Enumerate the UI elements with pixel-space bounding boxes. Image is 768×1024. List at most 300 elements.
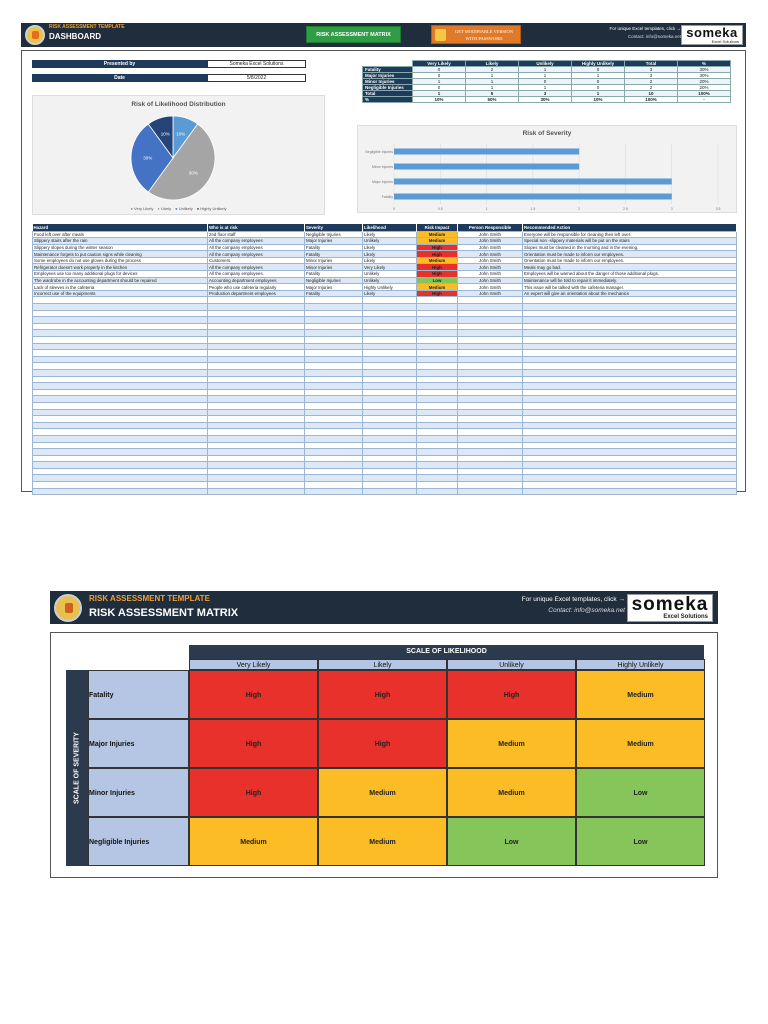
table-cell[interactable] [417, 442, 458, 449]
table-cell[interactable] [523, 475, 737, 482]
table-cell[interactable]: John Smith [458, 231, 523, 238]
table-cell[interactable] [523, 442, 737, 449]
empty-table-row[interactable] [33, 468, 737, 475]
empty-table-row[interactable] [33, 337, 737, 344]
table-cell[interactable]: All the company employees [208, 251, 305, 258]
table-cell[interactable] [523, 304, 737, 311]
table-cell[interactable] [417, 356, 458, 363]
table-cell[interactable] [33, 330, 208, 337]
brand-logo[interactable] [681, 25, 743, 45]
table-cell[interactable] [417, 482, 458, 489]
table-cell[interactable]: Meals may go bad. [523, 264, 737, 271]
table-cell[interactable] [33, 363, 208, 370]
table-cell[interactable] [417, 449, 458, 456]
table-cell[interactable] [33, 475, 208, 482]
table-cell[interactable] [523, 482, 737, 489]
table-cell[interactable] [305, 462, 363, 469]
table-cell[interactable]: John Smith [458, 290, 523, 297]
table-row[interactable] [33, 244, 737, 251]
table-cell[interactable] [208, 376, 305, 383]
table-cell[interactable] [33, 482, 208, 489]
table-cell[interactable] [363, 304, 417, 311]
table-cell[interactable] [305, 396, 363, 403]
table-cell[interactable]: Likely [363, 231, 417, 238]
empty-table-row[interactable] [33, 442, 737, 449]
table-cell[interactable] [523, 376, 737, 383]
table-cell[interactable] [305, 409, 363, 416]
risk-impact-badge[interactable]: High [417, 290, 458, 297]
promo-link[interactable]: For unique Excel templates, click → [609, 26, 681, 31]
empty-table-row[interactable] [33, 488, 737, 495]
table-cell[interactable] [523, 455, 737, 462]
table-cell[interactable] [33, 396, 208, 403]
table-cell[interactable] [363, 376, 417, 383]
table-cell[interactable] [208, 416, 305, 423]
table-cell[interactable] [305, 369, 363, 376]
unlock-button[interactable] [431, 25, 521, 44]
table-cell[interactable] [208, 475, 305, 482]
table-cell[interactable] [523, 350, 737, 357]
table-cell[interactable] [305, 323, 363, 330]
table-cell[interactable]: Fatality [305, 244, 363, 251]
table-cell[interactable] [363, 330, 417, 337]
table-cell[interactable] [208, 389, 305, 396]
table-cell[interactable] [305, 317, 363, 324]
table-cell[interactable] [363, 482, 417, 489]
table-cell[interactable] [33, 409, 208, 416]
table-cell[interactable] [458, 356, 523, 363]
table-cell[interactable] [523, 429, 737, 436]
empty-table-row[interactable] [33, 389, 737, 396]
table-cell[interactable] [458, 429, 523, 436]
table-cell[interactable] [363, 475, 417, 482]
table-cell[interactable] [363, 442, 417, 449]
table-cell[interactable] [305, 429, 363, 436]
table-cell[interactable] [458, 389, 523, 396]
table-cell[interactable] [523, 449, 737, 456]
table-cell[interactable] [458, 475, 523, 482]
table-cell[interactable] [458, 317, 523, 324]
empty-table-row[interactable] [33, 356, 737, 363]
table-cell[interactable] [417, 350, 458, 357]
table-cell[interactable] [208, 330, 305, 337]
table-cell[interactable] [363, 455, 417, 462]
table-cell[interactable]: Employees will be warned about the danger of those additional plugs. [523, 271, 737, 278]
table-cell[interactable] [523, 363, 737, 370]
table-cell[interactable]: Highly Unlikely [363, 284, 417, 291]
table-row[interactable] [33, 271, 737, 278]
table-cell[interactable] [305, 343, 363, 350]
table-cell[interactable] [363, 409, 417, 416]
table-cell[interactable] [33, 449, 208, 456]
table-cell[interactable] [417, 343, 458, 350]
table-cell[interactable]: Some employees do not use gloves during the process [33, 257, 208, 264]
empty-table-row[interactable] [33, 363, 737, 370]
empty-table-row[interactable] [33, 330, 737, 337]
table-cell[interactable] [305, 297, 363, 304]
table-cell[interactable] [208, 356, 305, 363]
table-cell[interactable] [523, 462, 737, 469]
empty-table-row[interactable] [33, 482, 737, 489]
table-cell[interactable]: Likely [363, 257, 417, 264]
risk-impact-badge[interactable]: Medium [417, 284, 458, 291]
table-cell[interactable] [33, 323, 208, 330]
table-cell[interactable]: Orientation must be made to inform our employees. [523, 257, 737, 264]
table-cell[interactable]: Fatality [305, 271, 363, 278]
risk-impact-badge[interactable]: Medium [417, 257, 458, 264]
table-cell[interactable] [33, 435, 208, 442]
table-cell[interactable] [523, 435, 737, 442]
table-cell[interactable]: Lack of sleeves in the cafeteria [33, 284, 208, 291]
table-cell[interactable] [458, 323, 523, 330]
table-cell[interactable] [458, 488, 523, 495]
table-cell[interactable] [33, 488, 208, 495]
table-cell[interactable]: John Smith [458, 277, 523, 284]
table-cell[interactable] [33, 383, 208, 390]
table-cell[interactable] [523, 422, 737, 429]
table-cell[interactable]: 2nd floor staff [208, 231, 305, 238]
risk-impact-badge[interactable]: High [417, 271, 458, 278]
empty-table-row[interactable] [33, 429, 737, 436]
table-cell[interactable] [305, 383, 363, 390]
empty-table-row[interactable] [33, 383, 737, 390]
table-cell[interactable] [458, 310, 523, 317]
empty-table-row[interactable] [33, 409, 737, 416]
matrix-promo-link[interactable]: For unique Excel templates, click → [521, 596, 625, 603]
table-cell[interactable]: Major Injuries [305, 284, 363, 291]
table-cell[interactable]: Negligible Injuries [305, 231, 363, 238]
table-cell[interactable] [417, 409, 458, 416]
table-cell[interactable] [523, 337, 737, 344]
table-cell[interactable] [208, 449, 305, 456]
table-cell[interactable]: Everyone will be responsible for cleaning their left over. [523, 231, 737, 238]
table-cell[interactable] [417, 304, 458, 311]
table-cell[interactable] [458, 416, 523, 423]
table-cell[interactable] [417, 468, 458, 475]
table-cell[interactable] [33, 468, 208, 475]
empty-table-row[interactable] [33, 376, 737, 383]
table-cell[interactable]: Unlikely [363, 238, 417, 245]
table-cell[interactable] [363, 350, 417, 357]
table-cell[interactable] [363, 468, 417, 475]
table-cell[interactable] [33, 402, 208, 409]
table-cell[interactable] [208, 304, 305, 311]
table-cell[interactable] [458, 369, 523, 376]
table-cell[interactable] [458, 376, 523, 383]
table-cell[interactable] [417, 323, 458, 330]
table-cell[interactable]: Refrigerator doesn't work properly in the kitchen [33, 264, 208, 271]
table-row[interactable] [33, 238, 737, 245]
table-cell[interactable] [523, 323, 737, 330]
table-cell[interactable] [363, 402, 417, 409]
table-cell[interactable]: Slippery stairs after the rain [33, 238, 208, 245]
table-cell[interactable] [33, 304, 208, 311]
table-cell[interactable] [363, 356, 417, 363]
empty-table-row[interactable] [33, 416, 737, 423]
table-cell[interactable] [33, 422, 208, 429]
table-cell[interactable] [208, 363, 305, 370]
table-cell[interactable]: Minor Injuries [305, 257, 363, 264]
table-cell[interactable] [523, 383, 737, 390]
table-cell[interactable]: John Smith [458, 238, 523, 245]
table-cell[interactable] [208, 350, 305, 357]
table-cell[interactable] [523, 369, 737, 376]
table-row[interactable] [33, 277, 737, 284]
table-cell[interactable] [417, 363, 458, 370]
table-cell[interactable] [305, 350, 363, 357]
empty-table-row[interactable] [33, 462, 737, 469]
table-cell[interactable] [208, 337, 305, 344]
table-cell[interactable] [363, 369, 417, 376]
table-cell[interactable] [305, 455, 363, 462]
table-cell[interactable] [417, 337, 458, 344]
table-cell[interactable] [417, 429, 458, 436]
table-cell[interactable] [305, 475, 363, 482]
table-cell[interactable] [363, 310, 417, 317]
risk-impact-badge[interactable]: Medium [417, 238, 458, 245]
table-cell[interactable] [363, 343, 417, 350]
table-cell[interactable] [363, 363, 417, 370]
table-cell[interactable] [458, 343, 523, 350]
table-cell[interactable] [523, 389, 737, 396]
table-cell[interactable]: John Smith [458, 271, 523, 278]
table-cell[interactable] [363, 462, 417, 469]
table-cell[interactable]: Accounting department employees [208, 277, 305, 284]
table-cell[interactable] [208, 442, 305, 449]
table-cell[interactable]: Production department employees [208, 290, 305, 297]
risk-impact-badge[interactable]: Low [417, 277, 458, 284]
table-cell[interactable] [523, 343, 737, 350]
table-cell[interactable] [208, 429, 305, 436]
table-cell[interactable] [305, 402, 363, 409]
table-cell[interactable]: Customers. [208, 257, 305, 264]
table-cell[interactable]: John Smith [458, 257, 523, 264]
table-cell[interactable] [417, 416, 458, 423]
table-cell[interactable] [417, 435, 458, 442]
table-cell[interactable] [363, 435, 417, 442]
table-cell[interactable] [305, 356, 363, 363]
empty-table-row[interactable] [33, 402, 737, 409]
risk-impact-badge[interactable]: Medium [417, 231, 458, 238]
table-cell[interactable] [458, 455, 523, 462]
table-cell[interactable] [208, 396, 305, 403]
table-cell[interactable] [208, 317, 305, 324]
risk-impact-badge[interactable]: High [417, 251, 458, 258]
table-cell[interactable] [208, 435, 305, 442]
table-cell[interactable] [417, 389, 458, 396]
table-cell[interactable] [33, 442, 208, 449]
table-cell[interactable] [523, 330, 737, 337]
table-cell[interactable] [305, 304, 363, 311]
table-cell[interactable] [33, 297, 208, 304]
table-cell[interactable] [363, 323, 417, 330]
table-cell[interactable] [363, 297, 417, 304]
table-cell[interactable] [208, 482, 305, 489]
promo-text[interactable] [581, 25, 681, 41]
table-cell[interactable]: John Smith [458, 244, 523, 251]
table-cell[interactable] [305, 488, 363, 495]
table-cell[interactable] [305, 468, 363, 475]
table-cell[interactable] [33, 416, 208, 423]
table-cell[interactable]: Likely [363, 290, 417, 297]
table-cell[interactable] [458, 350, 523, 357]
table-cell[interactable] [363, 337, 417, 344]
table-cell[interactable] [458, 449, 523, 456]
table-cell[interactable] [363, 429, 417, 436]
table-cell[interactable]: Incorrect use of the equipments [33, 290, 208, 297]
table-cell[interactable] [305, 416, 363, 423]
table-cell[interactable] [208, 409, 305, 416]
table-cell[interactable] [33, 455, 208, 462]
table-cell[interactable] [305, 389, 363, 396]
table-cell[interactable] [363, 383, 417, 390]
table-cell[interactable] [208, 462, 305, 469]
table-cell[interactable] [363, 396, 417, 403]
table-cell[interactable] [305, 363, 363, 370]
table-cell[interactable] [363, 389, 417, 396]
table-cell[interactable] [208, 369, 305, 376]
table-cell[interactable] [417, 422, 458, 429]
table-cell[interactable] [363, 422, 417, 429]
table-cell[interactable] [33, 462, 208, 469]
table-cell[interactable] [33, 356, 208, 363]
empty-table-row[interactable] [33, 369, 737, 376]
table-cell[interactable] [417, 383, 458, 390]
table-cell[interactable] [458, 482, 523, 489]
empty-table-row[interactable] [33, 343, 737, 350]
table-cell[interactable] [523, 396, 737, 403]
table-cell[interactable] [33, 310, 208, 317]
table-cell[interactable] [363, 449, 417, 456]
table-cell[interactable] [33, 369, 208, 376]
empty-table-row[interactable] [33, 475, 737, 482]
table-cell[interactable]: Fatality [305, 290, 363, 297]
table-cell[interactable]: Fatality [305, 251, 363, 258]
table-cell[interactable] [458, 304, 523, 311]
table-cell[interactable] [208, 468, 305, 475]
empty-table-row[interactable] [33, 310, 737, 317]
table-cell[interactable]: Unlikely [363, 271, 417, 278]
table-cell[interactable] [208, 402, 305, 409]
table-row[interactable] [33, 231, 737, 238]
empty-table-row[interactable] [33, 297, 737, 304]
table-cell[interactable]: Maintenance forgets to put caution signs while cleaning [33, 251, 208, 258]
table-cell[interactable] [208, 323, 305, 330]
empty-table-row[interactable] [33, 449, 737, 456]
table-cell[interactable]: Slopes must be cleaned in the morning and in the evening. [523, 244, 737, 251]
table-cell[interactable] [208, 297, 305, 304]
table-cell[interactable] [417, 376, 458, 383]
table-cell[interactable] [208, 422, 305, 429]
table-cell[interactable]: Likely [363, 251, 417, 258]
table-cell[interactable]: Minor Injuries [305, 264, 363, 271]
table-cell[interactable] [458, 337, 523, 344]
table-cell[interactable] [208, 383, 305, 390]
table-cell[interactable] [33, 343, 208, 350]
table-cell[interactable] [208, 343, 305, 350]
table-cell[interactable]: All the company employees [208, 244, 305, 251]
table-row[interactable] [33, 284, 737, 291]
table-cell[interactable] [417, 330, 458, 337]
table-cell[interactable]: John Smith [458, 264, 523, 271]
table-cell[interactable] [523, 310, 737, 317]
table-cell[interactable] [305, 376, 363, 383]
table-row[interactable] [33, 257, 737, 264]
table-cell[interactable]: The wardrobe in the accounting department should be repaired [33, 277, 208, 284]
table-cell[interactable] [458, 363, 523, 370]
table-cell[interactable] [305, 442, 363, 449]
table-cell[interactable] [458, 409, 523, 416]
table-cell[interactable]: Employees use too many additional plugs for devices [33, 271, 208, 278]
table-cell[interactable] [305, 435, 363, 442]
table-cell[interactable] [305, 449, 363, 456]
table-cell[interactable] [523, 297, 737, 304]
table-cell[interactable] [417, 369, 458, 376]
table-cell[interactable] [363, 416, 417, 423]
table-cell[interactable] [417, 462, 458, 469]
table-row[interactable] [33, 251, 737, 258]
table-cell[interactable]: An expert will give an orientation about the mechanics [523, 290, 737, 297]
table-cell[interactable] [458, 330, 523, 337]
table-cell[interactable] [33, 389, 208, 396]
table-cell[interactable] [523, 416, 737, 423]
matrix-promo[interactable] [470, 594, 625, 616]
table-cell[interactable]: This issue will be talked with the cafeteria manager. [523, 284, 737, 291]
table-cell[interactable] [305, 422, 363, 429]
table-cell[interactable]: Very Likely [363, 264, 417, 271]
table-cell[interactable] [458, 462, 523, 469]
table-cell[interactable] [417, 455, 458, 462]
table-cell[interactable] [523, 317, 737, 324]
table-cell[interactable] [458, 468, 523, 475]
empty-table-row[interactable] [33, 304, 737, 311]
table-cell[interactable] [305, 310, 363, 317]
table-cell[interactable]: Likely [363, 244, 417, 251]
table-cell[interactable]: All the company employees. [208, 271, 305, 278]
empty-table-row[interactable] [33, 455, 737, 462]
empty-table-row[interactable] [33, 317, 737, 324]
table-cell[interactable] [363, 317, 417, 324]
table-cell[interactable] [417, 475, 458, 482]
presented-by-field[interactable]: Someka Excel Solutions [207, 60, 306, 68]
empty-table-row[interactable] [33, 323, 737, 330]
table-cell[interactable] [523, 488, 737, 495]
empty-table-row[interactable] [33, 422, 737, 429]
table-cell[interactable] [208, 310, 305, 317]
empty-table-row[interactable] [33, 435, 737, 442]
table-cell[interactable] [458, 402, 523, 409]
table-cell[interactable] [523, 402, 737, 409]
table-cell[interactable]: Food left over after meals [33, 231, 208, 238]
table-cell[interactable] [33, 376, 208, 383]
table-cell[interactable] [305, 330, 363, 337]
table-row[interactable] [33, 290, 737, 297]
table-cell[interactable] [363, 488, 417, 495]
table-cell[interactable]: Orientation must be made to inform our employees. [523, 251, 737, 258]
table-cell[interactable] [208, 455, 305, 462]
table-cell[interactable] [33, 317, 208, 324]
table-cell[interactable] [523, 409, 737, 416]
table-row[interactable] [33, 264, 737, 271]
empty-table-row[interactable] [33, 350, 737, 357]
table-cell[interactable]: Slippery slopes during the winter season [33, 244, 208, 251]
table-cell[interactable]: Special non -slippery materials will be put on the stairs [523, 238, 737, 245]
empty-table-row[interactable] [33, 396, 737, 403]
table-cell[interactable] [523, 356, 737, 363]
table-cell[interactable]: All the company employees [208, 264, 305, 271]
table-cell[interactable] [417, 297, 458, 304]
table-cell[interactable] [417, 317, 458, 324]
